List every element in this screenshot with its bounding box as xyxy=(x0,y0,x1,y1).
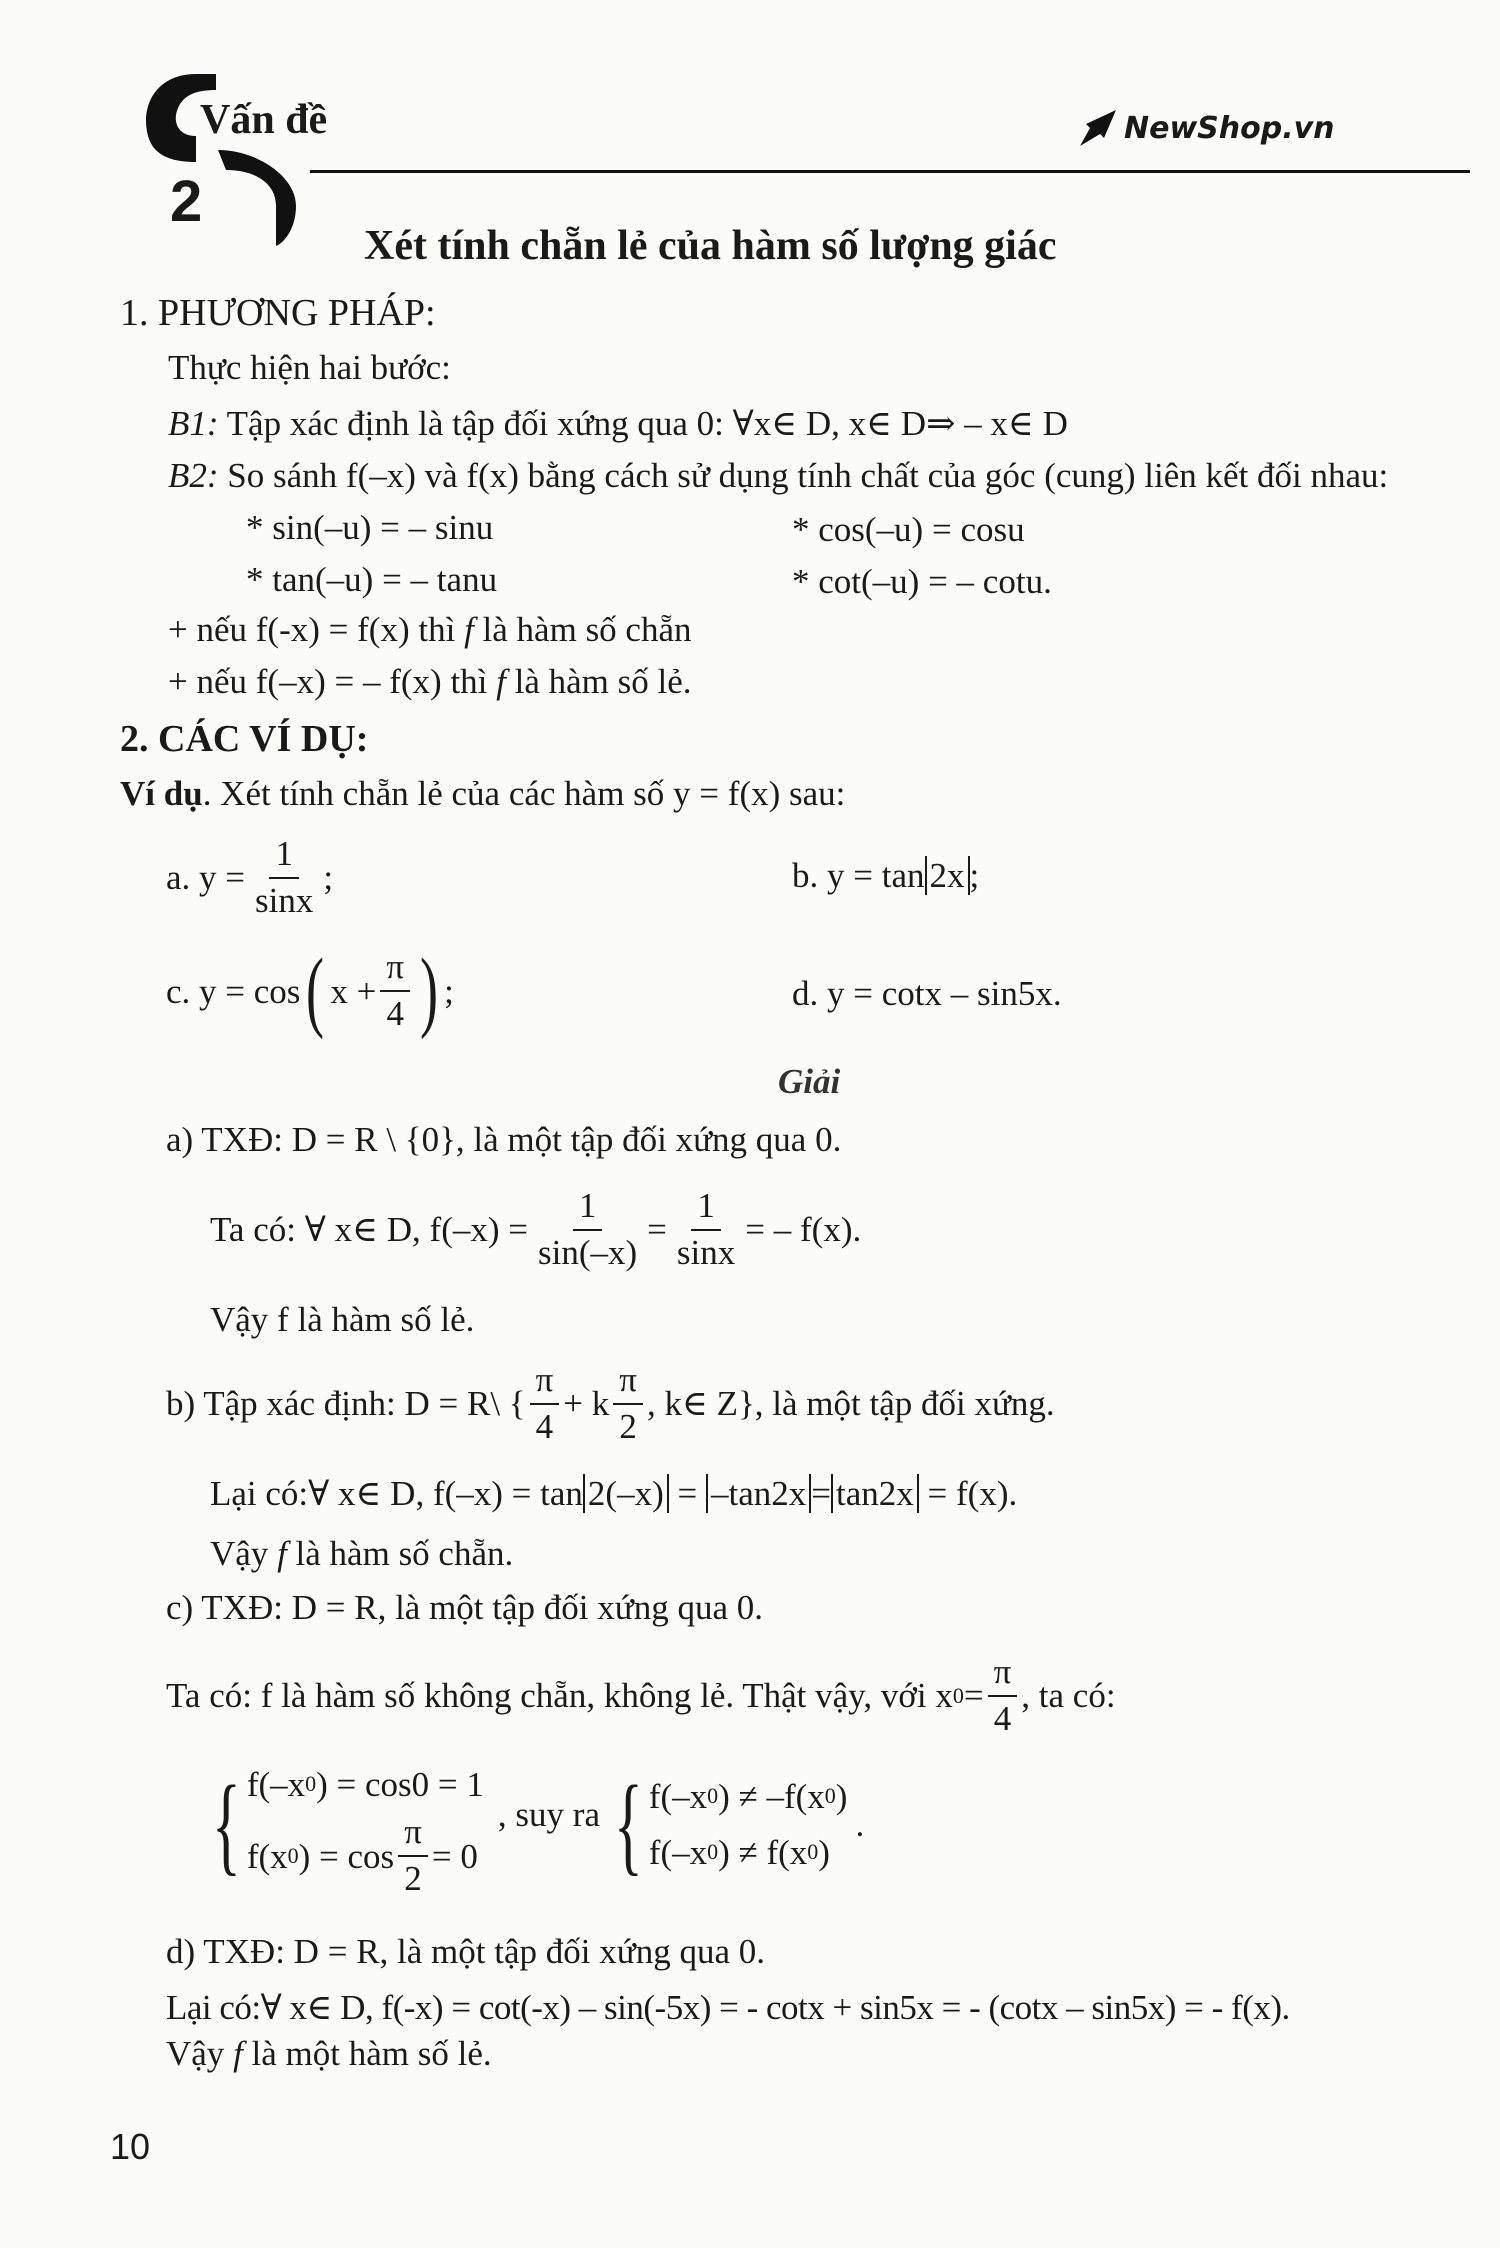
fraction xyxy=(988,1654,1018,1738)
vidu-label: Ví dụ xyxy=(120,774,203,813)
subscript: 0 xyxy=(287,1843,299,1868)
solution-b-text: b) Tập xác định: D = R\ { xyxy=(166,1384,526,1424)
numerator: 1 xyxy=(691,1188,721,1231)
expr: ) ≠ f(x xyxy=(718,1832,808,1872)
paren-open: ( xyxy=(306,941,325,1040)
b2-label: B2: xyxy=(168,456,219,495)
fraction xyxy=(249,836,319,920)
formula-cos: * cos(–u) = cosu xyxy=(792,510,1025,549)
plus-k: + k xyxy=(563,1384,610,1424)
solution-c-text: Ta có: f là hàm số không chẵn, không lẻ. Thật vậy, với x xyxy=(166,1676,953,1716)
paren-close: ) xyxy=(420,941,439,1040)
rule-odd xyxy=(168,664,692,699)
denominator: 4 xyxy=(993,1698,1012,1738)
f-symbol: f xyxy=(464,610,474,649)
expr: ) = cos xyxy=(298,1836,395,1876)
fraction xyxy=(613,1362,643,1446)
system-line xyxy=(247,1752,484,1816)
f-symbol: f xyxy=(233,2034,243,2073)
formula-tan: * tan(–u) = – tanu xyxy=(246,560,498,599)
solution-a-result: = – f(x). xyxy=(745,1210,862,1250)
logo-text: NewShop.vn xyxy=(1124,110,1335,146)
subscript: 0 xyxy=(707,1783,719,1808)
logo xyxy=(1076,106,1335,150)
semicolon: ; xyxy=(323,858,334,898)
rule-even xyxy=(168,612,692,647)
abs-value: –tan2x xyxy=(706,1474,811,1513)
abs-value: 2x xyxy=(925,856,970,895)
vay-text: Vậy xyxy=(166,2034,234,2073)
fraction xyxy=(398,1814,428,1898)
example-intro xyxy=(120,776,845,811)
expr: = 0 xyxy=(431,1836,478,1876)
solution-c-post: , ta có: xyxy=(1021,1676,1116,1716)
numerator: 1 xyxy=(269,836,299,879)
example-b-label: b. y = tan xyxy=(792,856,925,895)
solution-heading: Giải xyxy=(778,1062,841,1101)
equals: = xyxy=(677,1474,698,1513)
b2-text: So sánh f(–x) và f(x) bằng cách sử dụng tính chất của góc (cung) liên kết đối nhau: xyxy=(218,456,1389,495)
expr: f(–x xyxy=(648,1832,708,1872)
solution-c-system xyxy=(206,1752,864,1896)
rule-odd-text-2: là hàm số lẻ. xyxy=(505,662,692,701)
numerator: π xyxy=(613,1362,643,1405)
logo-arrow-icon xyxy=(1076,106,1120,150)
page-title: Xét tính chẵn lẻ của hàm số lượng giác xyxy=(364,223,1057,269)
rule-even-text: + nếu f(-x) = f(x) thì xyxy=(168,610,465,649)
fraction xyxy=(532,1188,643,1272)
solution-a-text: Ta có: ∀ x∈ D, f(–x) = xyxy=(210,1210,528,1250)
numerator: 1 xyxy=(573,1188,603,1231)
expr: f(–x xyxy=(246,1764,306,1804)
section1-intro: Thực hiện hai bước: xyxy=(168,348,451,387)
suy-ra: , suy ra xyxy=(497,1794,600,1834)
period: . xyxy=(855,1804,865,1844)
denominator: 4 xyxy=(535,1406,554,1446)
denominator: sin(–x) xyxy=(538,1232,638,1272)
solution-b3-text: là hàm số chẵn. xyxy=(286,1534,514,1573)
solution-a-line2 xyxy=(210,1188,861,1272)
example-b xyxy=(792,858,979,893)
formula-cot: * cot(–u) = – cotu. xyxy=(792,562,1052,601)
solution-b-line2 xyxy=(210,1476,1017,1511)
solution-a-line3: Vậy f là hàm số lẻ. xyxy=(210,1300,475,1339)
header-van-de: Vấn đề xyxy=(200,97,328,143)
vay-text: Vậy xyxy=(210,1534,278,1573)
solution-b-line3 xyxy=(210,1536,513,1571)
abs-value: 2(–x) xyxy=(583,1474,669,1513)
expr: f(–x xyxy=(648,1776,708,1816)
f-symbol: f xyxy=(496,662,506,701)
page-number: 10 xyxy=(110,2126,151,2167)
equals: = xyxy=(647,1210,667,1250)
solution-c-line2 xyxy=(166,1654,1116,1738)
equals: = xyxy=(963,1676,984,1716)
expr: ) xyxy=(835,1776,848,1816)
solution-b2-text: Lại có:∀ x∈ D, f(–x) = tan xyxy=(210,1474,583,1513)
numerator: π xyxy=(988,1654,1018,1697)
equals: = xyxy=(811,1474,831,1513)
numerator: π xyxy=(398,1814,428,1857)
subscript: 0 xyxy=(824,1783,836,1808)
semicolon: ; xyxy=(444,971,454,1011)
brace-open: { xyxy=(613,1763,643,1885)
solution-d-line3 xyxy=(166,2036,492,2071)
solution-b-post: , k∈ Z}, là một tập đối xứng. xyxy=(646,1384,1055,1424)
fraction xyxy=(530,1362,560,1446)
solution-a-line1: a) TXĐ: D = R \ {0}, là một tập đối xứng qua 0. xyxy=(166,1120,842,1159)
b1-label: B1: xyxy=(168,404,219,443)
denominator: sinx xyxy=(255,880,314,920)
subscript: 0 xyxy=(807,1839,819,1864)
solution-d-line1: d) TXĐ: D = R, là một tập đối xứng qua 0. xyxy=(166,1932,765,1971)
subscript: 0 xyxy=(952,1682,964,1708)
rule-even-text-2: là hàm số chẵn xyxy=(473,610,692,649)
example-c xyxy=(166,941,454,1040)
expr: ) ≠ –f(x xyxy=(718,1776,825,1816)
header-number: 2 xyxy=(170,169,203,234)
section2-heading: 2. CÁC VÍ DỤ: xyxy=(120,718,369,760)
solution-c-line1: c) TXĐ: D = R, là một tập đối xứng qua 0. xyxy=(166,1588,764,1627)
solution-d-line2: Lại có:∀ x∈ D, f(-x) = cot(-x) – sin(-5x) = - cotx + sin5x = - (cotx – sin5x) = - f(x). xyxy=(166,1988,1290,2027)
vidu-text: . Xét tính chẵn lẻ của các hàm số y = f(x) sau: xyxy=(202,774,846,813)
denominator: 4 xyxy=(386,994,404,1033)
header-ornament xyxy=(126,66,316,246)
solution-b-line1 xyxy=(166,1362,1055,1446)
solution-d3-text: là một hàm số lẻ. xyxy=(242,2034,492,2073)
expr: ) xyxy=(818,1832,830,1872)
subscript: 0 xyxy=(305,1771,317,1796)
subscript: 0 xyxy=(707,1839,719,1864)
formula-sin: * sin(–u) = – sinu xyxy=(246,508,494,547)
rule-odd-text: + nếu f(–x) = – f(x) thì xyxy=(168,662,497,701)
system-line xyxy=(246,1812,484,1898)
system-line xyxy=(649,1768,848,1824)
denominator: 2 xyxy=(404,1859,422,1898)
section1-heading: 1. PHƯƠNG PHÁP: xyxy=(120,292,436,334)
expr: f(x xyxy=(246,1836,288,1876)
solution-b2-result: = f(x). xyxy=(927,1474,1018,1513)
equation-system xyxy=(247,1752,484,1896)
step-b1 xyxy=(168,406,1068,441)
numerator: π xyxy=(530,1362,560,1405)
abs-value: tan2x xyxy=(831,1474,919,1513)
b1-text: Tập xác định là tập đối xứng qua 0: ∀x∈ D, x∈ D⇒ – x∈ D xyxy=(218,404,1068,443)
numerator: π xyxy=(380,949,410,992)
f-symbol: f xyxy=(277,1534,287,1573)
example-d: d. y = cotx – sin5x. xyxy=(792,974,1062,1013)
denominator: sinx xyxy=(676,1232,736,1272)
step-b2 xyxy=(168,458,1388,493)
x-plus: x + xyxy=(330,971,377,1011)
header-rule xyxy=(310,170,1470,173)
example-c-label: c. y = cos xyxy=(166,971,301,1011)
fraction xyxy=(671,1188,741,1272)
equation-system xyxy=(649,1768,848,1880)
semicolon: ; xyxy=(969,856,980,895)
example-a xyxy=(166,836,333,920)
expr: ) = cos0 = 1 xyxy=(316,1764,484,1804)
denominator: 2 xyxy=(619,1406,637,1446)
brace-open: { xyxy=(211,1763,241,1885)
system-line xyxy=(649,1824,848,1880)
fraction xyxy=(380,949,410,1033)
example-a-label: a. y = xyxy=(166,858,246,898)
